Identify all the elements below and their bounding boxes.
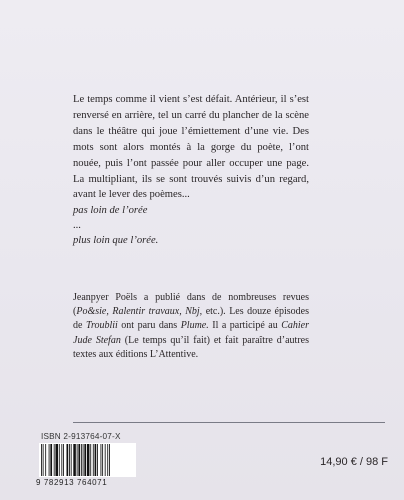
author-bio bbox=[73, 291, 309, 362]
blurb-italic-line-2: plus loin que l’orée. bbox=[73, 235, 159, 247]
barcode-icon bbox=[39, 443, 136, 477]
bio-title-troublii: Troublii bbox=[85, 320, 118, 332]
blurb-paragraph: Le temps comme il vient s’est défait. Antérieur, il s’est renversé en arrière, tel un carré du plancher de la scène dans le théâtre qui joue l’émiettement d’une vie. Des mots sont alors montés à la gorge du poète, l’ont nouée, puis l’ont passée pour aller occuper une page. La multipliant, ils se sont trouvés suivis d’un regard, avant le lever des poèmes... bbox=[73, 94, 309, 201]
divider-rule bbox=[73, 422, 385, 423]
barcode-number: 9 782913 764071 bbox=[36, 478, 108, 487]
blurb-ellipsis: ... bbox=[73, 220, 81, 232]
bio-text-1: Jeanpyer Poëls a publié dans de nombreuses revues ( bbox=[73, 292, 309, 318]
bio-title-plume: Plume. bbox=[180, 320, 209, 332]
isbn-label: ISBN 2-913764-07-X bbox=[41, 432, 121, 441]
blurb-text-block bbox=[73, 92, 309, 249]
price-label: 14,90 € / 98 F bbox=[320, 456, 388, 468]
bio-title-cahier: Cahier Jude Stefan bbox=[73, 320, 309, 346]
blurb-italic-line-1: pas loin de l’orée bbox=[73, 205, 148, 217]
bio-text-4: Il a participé au bbox=[208, 320, 282, 332]
bio-review-names: Po&sie, Ralentir travaux, Nbj, bbox=[76, 306, 203, 318]
bio-text-3: ont paru dans bbox=[117, 320, 181, 332]
bio-text-5: (Le temps qu’il fait) et fait paraître d’autres textes aux éditions L’Attentive. bbox=[73, 334, 309, 360]
bio-text-2: etc.). Les douze épisodes de bbox=[73, 306, 309, 332]
